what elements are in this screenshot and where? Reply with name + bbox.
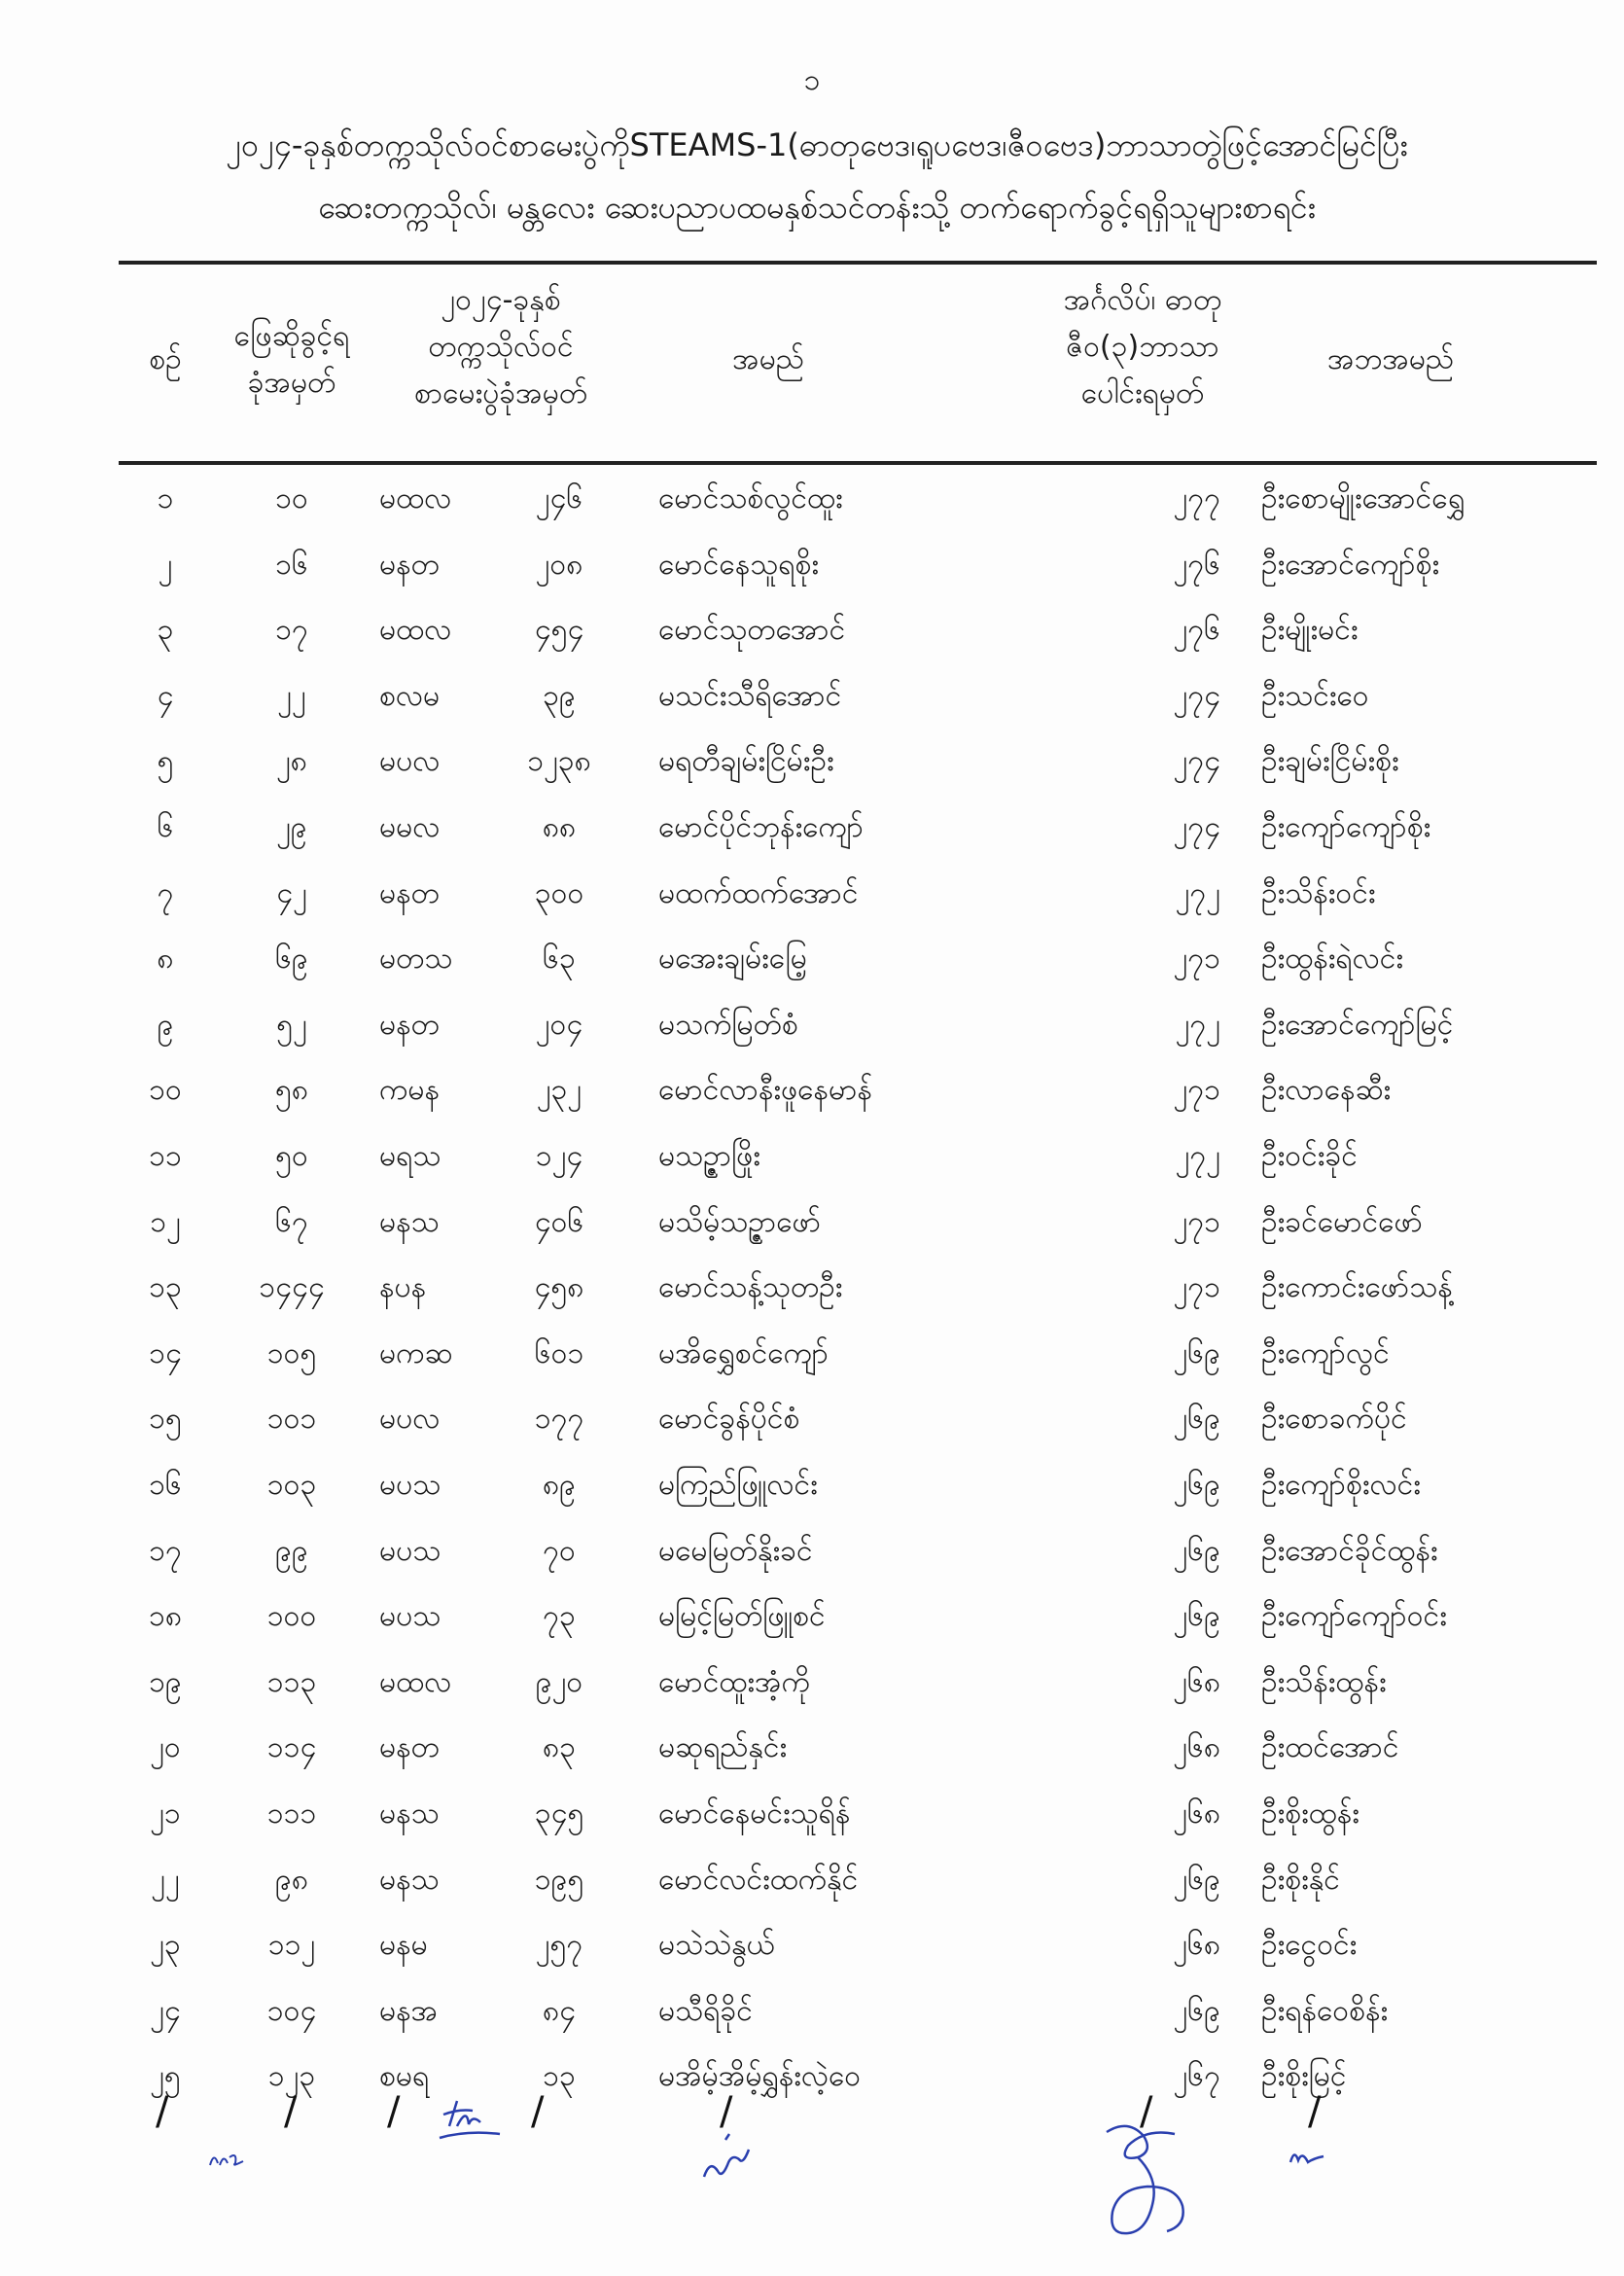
exam-center-code: မနတ xyxy=(379,875,440,910)
father-name: ဦးချမ်းငြိမ်းစိုး xyxy=(1261,744,1399,779)
table-row xyxy=(0,1058,1624,1124)
table-row xyxy=(0,533,1624,599)
total-marks: ၂၇၆ xyxy=(1173,547,1220,582)
father-name: ဦးထွန်းရဲလင်း xyxy=(1261,942,1404,977)
exam-seat-number: ၂၀၄ xyxy=(535,1007,583,1042)
exam-seat-number: ၆၀၁ xyxy=(534,1335,584,1370)
father-name: ဦးစောခက်ပိုင် xyxy=(1261,1402,1407,1437)
header-exam-roll-line-2: တက္ကသိုလ်ဝင် xyxy=(428,330,574,364)
roll-number: ၁၀၄ xyxy=(266,1993,317,2028)
table-row xyxy=(0,1124,1624,1191)
student-name: မောင်နေသူရစိုး xyxy=(658,547,819,582)
signature-slash: / xyxy=(531,2089,545,2134)
exam-seat-number: ၈၃ xyxy=(542,1730,576,1765)
total-marks: ၂၆၉ xyxy=(1173,1402,1220,1437)
table-row xyxy=(0,1782,1624,1848)
student-name: မမေမြတ်နိုးခင် xyxy=(658,1533,813,1568)
exam-seat-number: ၁၉၅ xyxy=(534,1862,584,1897)
total-marks: ၂၇၄ xyxy=(1173,810,1220,844)
exam-center-code: မထလ xyxy=(379,481,452,516)
table-row xyxy=(0,1584,1624,1651)
father-name: ဦးကျော်ကျော်ဝင်း xyxy=(1261,1599,1447,1634)
student-name: မကြည်ဖြူလင်း xyxy=(658,1468,818,1502)
table-row xyxy=(0,1322,1624,1388)
exam-seat-number: ၂၅၇ xyxy=(535,1928,583,1963)
roll-number: ၁၀၃ xyxy=(266,1468,317,1502)
header-roll-line-1: ဖြေဆိုခွင့်ရ xyxy=(233,319,350,353)
signature-slash: / xyxy=(156,2089,169,2134)
student-name: မအေးချမ်းမြေ့ xyxy=(658,942,807,977)
exam-seat-number: ၂၃၂ xyxy=(536,1073,583,1108)
father-name: ဦးကျော်ကျော်စိုး xyxy=(1261,810,1431,844)
roll-number: ၆၇ xyxy=(275,1204,308,1239)
student-name: မသီရိခိုင် xyxy=(658,1993,753,2028)
roll-number: ၉၈ xyxy=(274,1862,308,1897)
roll-number: ၁၁၁ xyxy=(266,1796,317,1831)
header-roll xyxy=(214,313,370,407)
father-name: ဦးထင်အောင် xyxy=(1261,1730,1399,1765)
total-marks: ၂၇၁ xyxy=(1173,1204,1220,1239)
exam-seat-number: ၄၅၄ xyxy=(534,613,584,648)
signature-slash: / xyxy=(284,2089,298,2134)
row-number: ၆ xyxy=(157,810,174,844)
father-name: ဦးမျိုးမင်း xyxy=(1261,613,1359,648)
signature-slash: / xyxy=(720,2089,733,2134)
total-marks: ၂၆၉ xyxy=(1173,1468,1220,1502)
father-name: ဦးသိန်းထွန်း xyxy=(1261,1664,1387,1699)
exam-seat-number: ၉၂၀ xyxy=(535,1664,583,1699)
roll-number: ၉၉ xyxy=(275,1533,308,1568)
exam-center-code: ကမန xyxy=(379,1073,441,1108)
exam-center-code: နပန xyxy=(379,1270,427,1305)
table-row xyxy=(0,1519,1624,1585)
roll-number: ၅၀ xyxy=(275,1139,308,1173)
father-name: ဦးရန်ဝေစိန်း xyxy=(1261,1993,1389,2028)
exam-center-code: မနသ xyxy=(379,1862,440,1897)
total-marks: ၂၇၁ xyxy=(1173,1073,1220,1108)
row-number: ၁၉ xyxy=(149,1664,182,1699)
exam-seat-number: ၆၃ xyxy=(543,942,576,977)
student-name: မထက်ထက်အောင် xyxy=(658,875,859,910)
roll-number: ၁၁၂ xyxy=(267,1928,316,1963)
table-row xyxy=(0,1979,1624,2045)
row-number: ၂၀ xyxy=(150,1730,181,1765)
header-exam-roll-line-3: စာမေးပွဲခုံအမှတ် xyxy=(413,376,588,410)
total-marks: ၂၆၈ xyxy=(1173,1796,1220,1831)
father-name: ဦးအောင်ကျော်မြင့် xyxy=(1261,1007,1454,1042)
row-number: ၂၂ xyxy=(151,1862,180,1897)
table-row xyxy=(0,467,1624,533)
exam-seat-number: ၂၄၆ xyxy=(535,481,583,516)
exam-center-code: မနတ xyxy=(379,547,440,582)
student-name: မမြင့်မြတ်ဖြူစင် xyxy=(658,1599,826,1634)
student-name: မအိမ့်အိမ့်ရွှန်းလဲ့ဝေ xyxy=(658,2059,862,2094)
header-father xyxy=(1284,337,1498,383)
total-marks: ၂၇၄ xyxy=(1173,744,1220,779)
header-marks-line-1: အင်္ဂလိပ်၊ ဓာတု xyxy=(1063,283,1222,317)
student-name: မောင်နေမင်းသူရိန် xyxy=(658,1796,851,1831)
header-marks-line-3: ပေါင်းရမှတ် xyxy=(1080,376,1205,410)
table-row xyxy=(0,1913,1624,1979)
exam-center-code: မပလ xyxy=(379,1402,441,1437)
table-row xyxy=(0,1387,1624,1453)
page-number: ၁ xyxy=(803,63,821,97)
exam-seat-number: ၁၇၇ xyxy=(534,1402,584,1437)
student-name: မောင်သန့်သုတဦး xyxy=(658,1270,843,1305)
header-name xyxy=(671,337,865,383)
exam-center-code: မရသ xyxy=(379,1139,441,1173)
total-marks: ၂၆၉ xyxy=(1173,1533,1220,1568)
total-marks: ၂၆၈ xyxy=(1173,1730,1220,1765)
exam-center-code: မနအ xyxy=(379,1993,439,2028)
father-name: ဦးငွေဝင်း xyxy=(1261,1928,1358,1963)
exam-center-code: မထလ xyxy=(379,1664,452,1699)
exam-seat-number: ၈၉ xyxy=(542,1468,576,1502)
total-marks: ၂၇၂ xyxy=(1175,875,1220,910)
row-number: ၂၃ xyxy=(150,1928,181,1963)
signature-loop-4 xyxy=(1099,2118,1196,2245)
signature-initials-1 xyxy=(208,2148,247,2169)
exam-seat-number: ၈၄ xyxy=(542,1993,576,2028)
table-row xyxy=(0,1453,1624,1519)
exam-center-code: စမရ xyxy=(379,2059,430,2094)
total-marks: ၂၇၆ xyxy=(1173,613,1220,648)
total-marks: ၂၆၉ xyxy=(1173,1993,1220,2028)
exam-seat-number: ၈၈ xyxy=(542,810,577,844)
student-name: မသင်းသီရိအောင် xyxy=(658,678,842,713)
total-marks: ၂၆၉ xyxy=(1173,1862,1220,1897)
exam-center-code: မပသ xyxy=(379,1533,441,1568)
roll-number: ၅၈ xyxy=(274,1073,308,1108)
header-marks xyxy=(1011,277,1274,417)
father-name: ဦးအောင်ခိုင်ထွန်း xyxy=(1261,1533,1438,1568)
roll-number: ၂၉ xyxy=(276,810,307,844)
father-name: ဦးကောင်းဖော်သန့် xyxy=(1261,1270,1453,1305)
table-header-rule xyxy=(119,461,1597,465)
total-marks: ၂၆၉ xyxy=(1173,1335,1220,1370)
signature-initials-3 xyxy=(700,2130,759,2188)
signature-initials-2 xyxy=(438,2097,506,2144)
exam-center-code: မထလ xyxy=(379,613,452,648)
row-number: ၂၄ xyxy=(150,1993,181,2028)
total-marks: ၂၇၁ xyxy=(1173,1270,1220,1305)
student-name: မောင်ခွန်ပိုင်စံ xyxy=(658,1402,800,1437)
row-number: ၂ xyxy=(158,547,173,582)
student-name: မဆုရည်နှင်း xyxy=(658,1730,788,1765)
exam-seat-number: ၇၀ xyxy=(543,1533,576,1568)
roll-number: ၂၈ xyxy=(276,744,307,779)
exam-seat-number: ၂၀၈ xyxy=(535,547,583,582)
roll-number: ၄၂ xyxy=(276,875,307,910)
exam-seat-number: ၄၀၆ xyxy=(534,1204,584,1239)
table-row xyxy=(0,1651,1624,1717)
exam-seat-number: ၁၂၄ xyxy=(535,1139,583,1173)
table-row xyxy=(0,1256,1624,1322)
exam-center-code: မမလ xyxy=(379,810,441,844)
exam-center-code: မနမ xyxy=(379,1928,428,1963)
father-name: ဦးစိုးမြင့် xyxy=(1261,2059,1347,2094)
header-no-label: စဉ် xyxy=(149,342,182,376)
father-name: ဦးစိုးထွန်း xyxy=(1261,1796,1359,1831)
table-row xyxy=(0,729,1624,796)
exam-seat-number: ၃၉ xyxy=(543,678,576,713)
exam-center-code: မနတ xyxy=(379,1730,440,1765)
header-no xyxy=(136,337,194,383)
row-number: ၁၆ xyxy=(149,1468,182,1502)
signature-slash: / xyxy=(1140,2089,1153,2134)
student-name: မသဥ္ဇာဖြိုး xyxy=(658,1139,760,1173)
table-row xyxy=(0,664,1624,730)
roll-number: ၁၁၄ xyxy=(266,1730,317,1765)
row-number: ၁၀ xyxy=(149,1073,182,1108)
total-marks: ၂၇၂ xyxy=(1175,1139,1220,1173)
header-marks-line-2: ဇီဝ(၃)ဘာသာ xyxy=(1066,330,1219,364)
row-number: ၁ xyxy=(157,481,174,516)
roll-number: ၁၀၀ xyxy=(266,1599,317,1634)
exam-center-code: မပလ xyxy=(379,744,441,779)
table-row xyxy=(0,927,1624,993)
table-top-rule xyxy=(119,261,1597,265)
signature-initials-5 xyxy=(1289,2145,1327,2168)
total-marks: ၂၇၄ xyxy=(1173,678,1220,713)
exam-center-code: မကဆ xyxy=(379,1335,453,1370)
table-row xyxy=(0,796,1624,862)
total-marks: ၂၆၇ xyxy=(1173,2059,1220,2094)
row-number: ၁၅ xyxy=(149,1402,182,1437)
exam-center-code: မနသ xyxy=(379,1796,440,1831)
roll-number: ၁၆ xyxy=(275,547,308,582)
exam-seat-number: ၁၂၃၈ xyxy=(527,744,591,779)
total-marks: ၂၆၉ xyxy=(1173,1599,1220,1634)
signature-slash: / xyxy=(387,2089,401,2134)
row-number: ၇ xyxy=(157,875,174,910)
row-number: ၁၈ xyxy=(148,1599,182,1634)
header-father-label: အဘအမည် xyxy=(1326,342,1455,376)
exam-center-code: မတသ xyxy=(379,942,453,977)
roll-number: ၆၉ xyxy=(275,942,308,977)
total-marks: ၂၇၂ xyxy=(1175,1007,1220,1042)
header-name-label: အမည် xyxy=(732,342,804,376)
student-name: မောင်သုတအောင် xyxy=(658,613,846,648)
roll-number: ၁၂၃ xyxy=(267,2059,316,2094)
row-number: ၁၁ xyxy=(149,1139,182,1173)
father-name: ဦးကျော်လွင် xyxy=(1261,1335,1390,1370)
roll-number: ၁၀ xyxy=(275,481,308,516)
total-marks: ၂၇၇ xyxy=(1173,481,1220,516)
exam-seat-number: ၁၃ xyxy=(543,2059,576,2094)
student-name: မသက်မြတ်စံ xyxy=(658,1007,798,1042)
row-number: ၅ xyxy=(157,744,174,779)
father-name: ဦးကျော်စိုးလင်း xyxy=(1261,1468,1421,1502)
table-row xyxy=(0,1191,1624,1257)
father-name: ဦးခင်မောင်ဖော် xyxy=(1261,1204,1423,1239)
father-name: ဦးအောင်ကျော်စိုး xyxy=(1261,547,1440,582)
table-row xyxy=(0,862,1624,928)
student-name: မသဲသဲနွယ် xyxy=(658,1928,775,1963)
exam-center-code: မပသ xyxy=(379,1599,441,1634)
row-number: ၁၂ xyxy=(150,1204,181,1239)
title-line-1: ၂၀၂၄-ခုနှစ်တက္ကသိုလ်ဝင်စာမေးပွဲကိုSTEAMS-1(ဓာတုဗေဒ၊ရူပဗေဒ၊ဇီဝဗေဒ)ဘာသာတွဲဖြင့်အောင်မြင်ပြီး xyxy=(226,126,1408,163)
student-name: မောင်ထူးအံ့ကို xyxy=(658,1664,810,1699)
exam-center-code: မနသ xyxy=(379,1204,440,1239)
father-name: ဦးလာနေဆီး xyxy=(1261,1073,1392,1108)
student-name: မအိရွှေစင်ကျော် xyxy=(658,1335,830,1370)
father-name: ဦးစိုးနိုင် xyxy=(1261,1862,1340,1897)
header-roll-line-2: ခုံအမှတ် xyxy=(247,366,336,400)
table-row xyxy=(0,993,1624,1059)
total-marks: ၂၇၁ xyxy=(1173,942,1220,977)
roll-number: ၅၂ xyxy=(276,1007,307,1042)
table-row xyxy=(0,598,1624,664)
header-exam-roll xyxy=(370,277,632,417)
roll-number: ၁၀၅ xyxy=(266,1335,317,1370)
roll-number: ၁၀၁ xyxy=(266,1402,317,1437)
father-name: ဦးဝင်းခိုင် xyxy=(1261,1139,1358,1173)
table-row xyxy=(0,1848,1624,1914)
student-name: မောင်သစ်လွင်ထူး xyxy=(658,481,843,516)
header-exam-roll-line-1: ၂၀၂၄-ခုနှစ် xyxy=(441,283,561,317)
row-number: ၂၁ xyxy=(150,1796,181,1831)
student-name: မောင်ပိုင်ဘုန်းကျော် xyxy=(658,810,864,844)
exam-center-code: မပသ xyxy=(379,1468,441,1502)
exam-seat-number: ၄၅၈ xyxy=(534,1270,584,1305)
student-name: မရတီချမ်းငြိမ်းဦး xyxy=(658,744,834,779)
roll-number: ၁၄၄၄ xyxy=(259,1270,325,1305)
row-number: ၈ xyxy=(157,942,174,977)
roll-number: ၁၁၃ xyxy=(266,1664,317,1699)
student-name: မောင်လာနီးဖူနေမာန် xyxy=(658,1073,872,1108)
father-name: ဦးစောမျိုးအောင်ရွှေ xyxy=(1261,481,1465,516)
total-marks: ၂၆၈ xyxy=(1173,1664,1220,1699)
exam-center-code: မနတ xyxy=(379,1007,440,1042)
signature-slash: / xyxy=(1308,2089,1322,2134)
signature-slash-row xyxy=(0,2089,1624,2148)
row-number: ၄ xyxy=(157,678,174,713)
roll-number: ၂၂ xyxy=(277,678,306,713)
total-marks: ၂၆၈ xyxy=(1173,1928,1220,1963)
student-name: မသိမ့်သဥ္ဇာဖော် xyxy=(658,1204,822,1239)
father-name: ဦးသင်းဝေ xyxy=(1261,678,1369,713)
row-number: ၂၅ xyxy=(150,2059,181,2094)
roll-number: ၁၇ xyxy=(275,613,308,648)
father-name: ဦးသိန်းဝင်း xyxy=(1261,875,1376,910)
row-number: ၉ xyxy=(157,1007,174,1042)
exam-seat-number: ၇၃ xyxy=(543,1599,576,1634)
student-name: မောင်လင်းထက်နိုင် xyxy=(658,1862,859,1897)
row-number: ၁၃ xyxy=(149,1270,182,1305)
table-row xyxy=(0,1716,1624,1782)
row-number: ၃ xyxy=(157,613,174,648)
row-number: ၁၄ xyxy=(149,1335,182,1370)
exam-center-code: စလမ xyxy=(379,678,441,713)
exam-seat-number: ၃၀၀ xyxy=(534,875,584,910)
exam-seat-number: ၃၄၅ xyxy=(534,1796,584,1831)
title-line-2: ဆေးတက္ကသိုလ်၊ မန္တလေး ဆေးပညာပထမနှစ်သင်တန်းသို့ တက်ရောက်ခွင့်ရရှိသူများစာရင်း xyxy=(318,189,1316,226)
row-number: ၁၇ xyxy=(149,1533,182,1568)
